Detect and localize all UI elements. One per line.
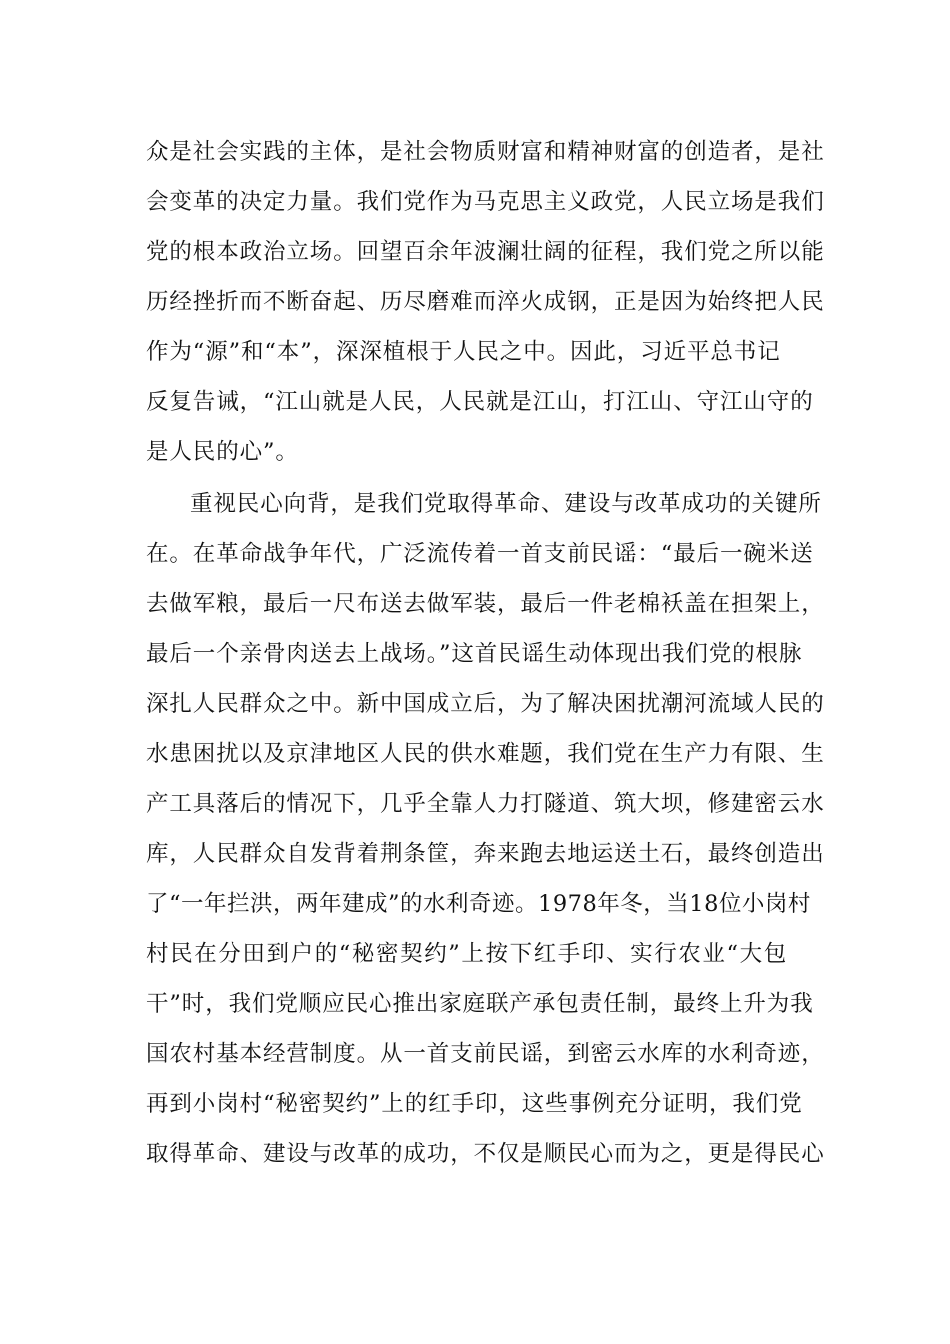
text-line: 取得革命、建设与改革的成功，不仅是顺民心而为之，更是得民心 (146, 1141, 825, 1167)
text-line: 历经挫折而不断奋起、历尽磨难而淬火成钢，正是因为始终把人民 (146, 289, 825, 315)
text-line: 村民在分田到户的“秘密契约”上按下红手印、实行农业“大包 (146, 941, 788, 967)
text-line: 库，人民群众自发背着荆条筐，奔来跑去地运送土石，最终创造出 (146, 841, 825, 867)
text-line: 是人民的心”。 (146, 439, 299, 465)
text-line: 作为“源”和“本”，深深植根于人民之中。因此，习近平总书记 (146, 339, 781, 365)
text-line: 重视民心向背，是我们党取得革命、建设与改革成功的关键所 (190, 491, 822, 517)
text-line: 最后一个亲骨肉送去上战场。”这首民谣生动体现出我们党的根脉 (146, 641, 803, 667)
text-line: 党的根本政治立场。回望百余年波澜壮阔的征程，我们党之所以能 (146, 239, 825, 265)
text-line: 再到小岗村“秘密契约”上的红手印，这些事例充分证明，我们党 (146, 1091, 803, 1117)
text-line: 深扎人民群众之中。新中国成立后，为了解决困扰潮河流域人民的 (146, 691, 825, 717)
text-line: 水患困扰以及京津地区人民的供水难题，我们党在生产力有限、生 (146, 741, 825, 767)
text-line: 国农村基本经营制度。从一首支前民谣，到密云水库的水利奇迹， (146, 1041, 825, 1067)
text-line: 去做军粮，最后一尺布送去做军装，最后一件老棉袄盖在担架上， (146, 591, 825, 617)
text-line: 会变革的决定力量。我们党作为马克思主义政党，人民立场是我们 (146, 189, 825, 215)
text-line: 反复告诫，“江山就是人民，人民就是江山，打江山、守江山守的 (146, 389, 814, 415)
text-line: 众是社会实践的主体，是社会物质财富和精神财富的创造者，是社 (146, 139, 825, 165)
text-line: 干”时，我们党顺应民心推出家庭联产承包责任制，最终上升为我 (146, 991, 814, 1017)
text-line: 在。在革命战争年代，广泛流传着一首支前民谣：“最后一碗米送 (146, 541, 814, 567)
text-line: 了“一年拦洪，两年建成”的水利奇迹。1978年冬，当18位小岗村 (146, 891, 811, 917)
text-line: 产工具落后的情况下，几乎全靠人力打隧道、筑大坝，修建密云水 (146, 791, 825, 817)
